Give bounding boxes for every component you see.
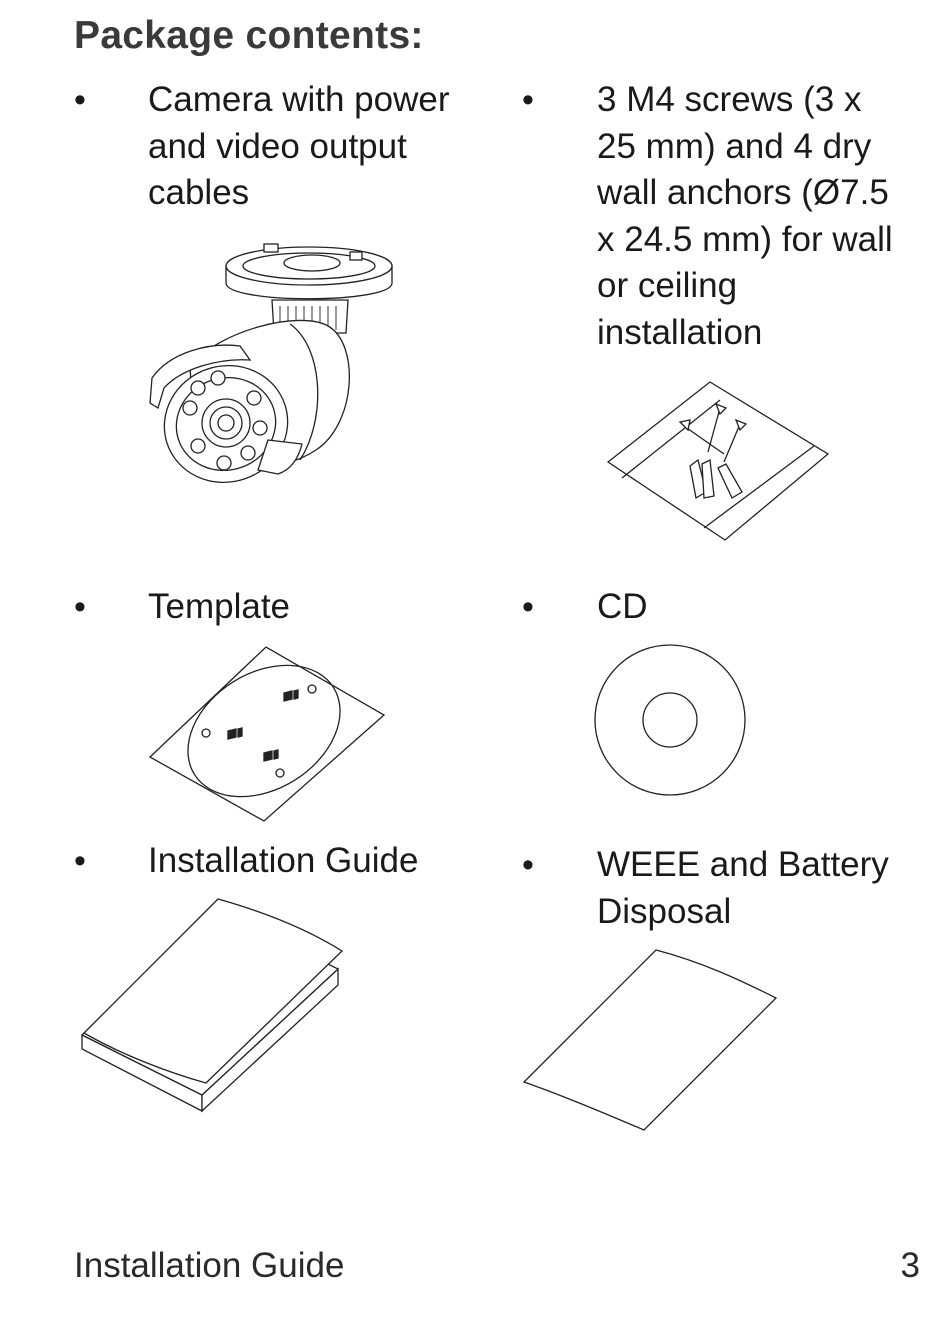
cd-icon [592,642,748,798]
screw-bag-icon [600,380,835,545]
leaflet-icon [520,946,782,1136]
bullet: • [74,81,86,119]
item-label-installation-guide: Installation Guide [148,841,419,880]
bullet: • [522,588,534,626]
bullet: • [74,842,86,880]
item-label-template: Template [148,587,291,626]
item-label-screws: 3 M4 screws (3 x 25 mm) and 4 dry wall anchors (Ø7.5 x 24.5 mm) for wall or ceiling installation [597,80,893,352]
bullet: • [522,81,534,119]
item-label-camera: Camera with power and video output cables [148,80,450,212]
page-title: Package contents: [74,14,424,57]
page-number: 3 [900,1246,920,1285]
footer-label: Installation Guide [74,1246,345,1285]
item-label-weee: WEEE and Battery Disposal [597,845,889,931]
template-icon [146,645,388,825]
bullet: • [522,846,534,884]
bullet: • [74,588,86,626]
camera-icon [140,238,370,508]
booklet-icon [78,895,348,1117]
item-label-cd: CD [597,587,648,626]
